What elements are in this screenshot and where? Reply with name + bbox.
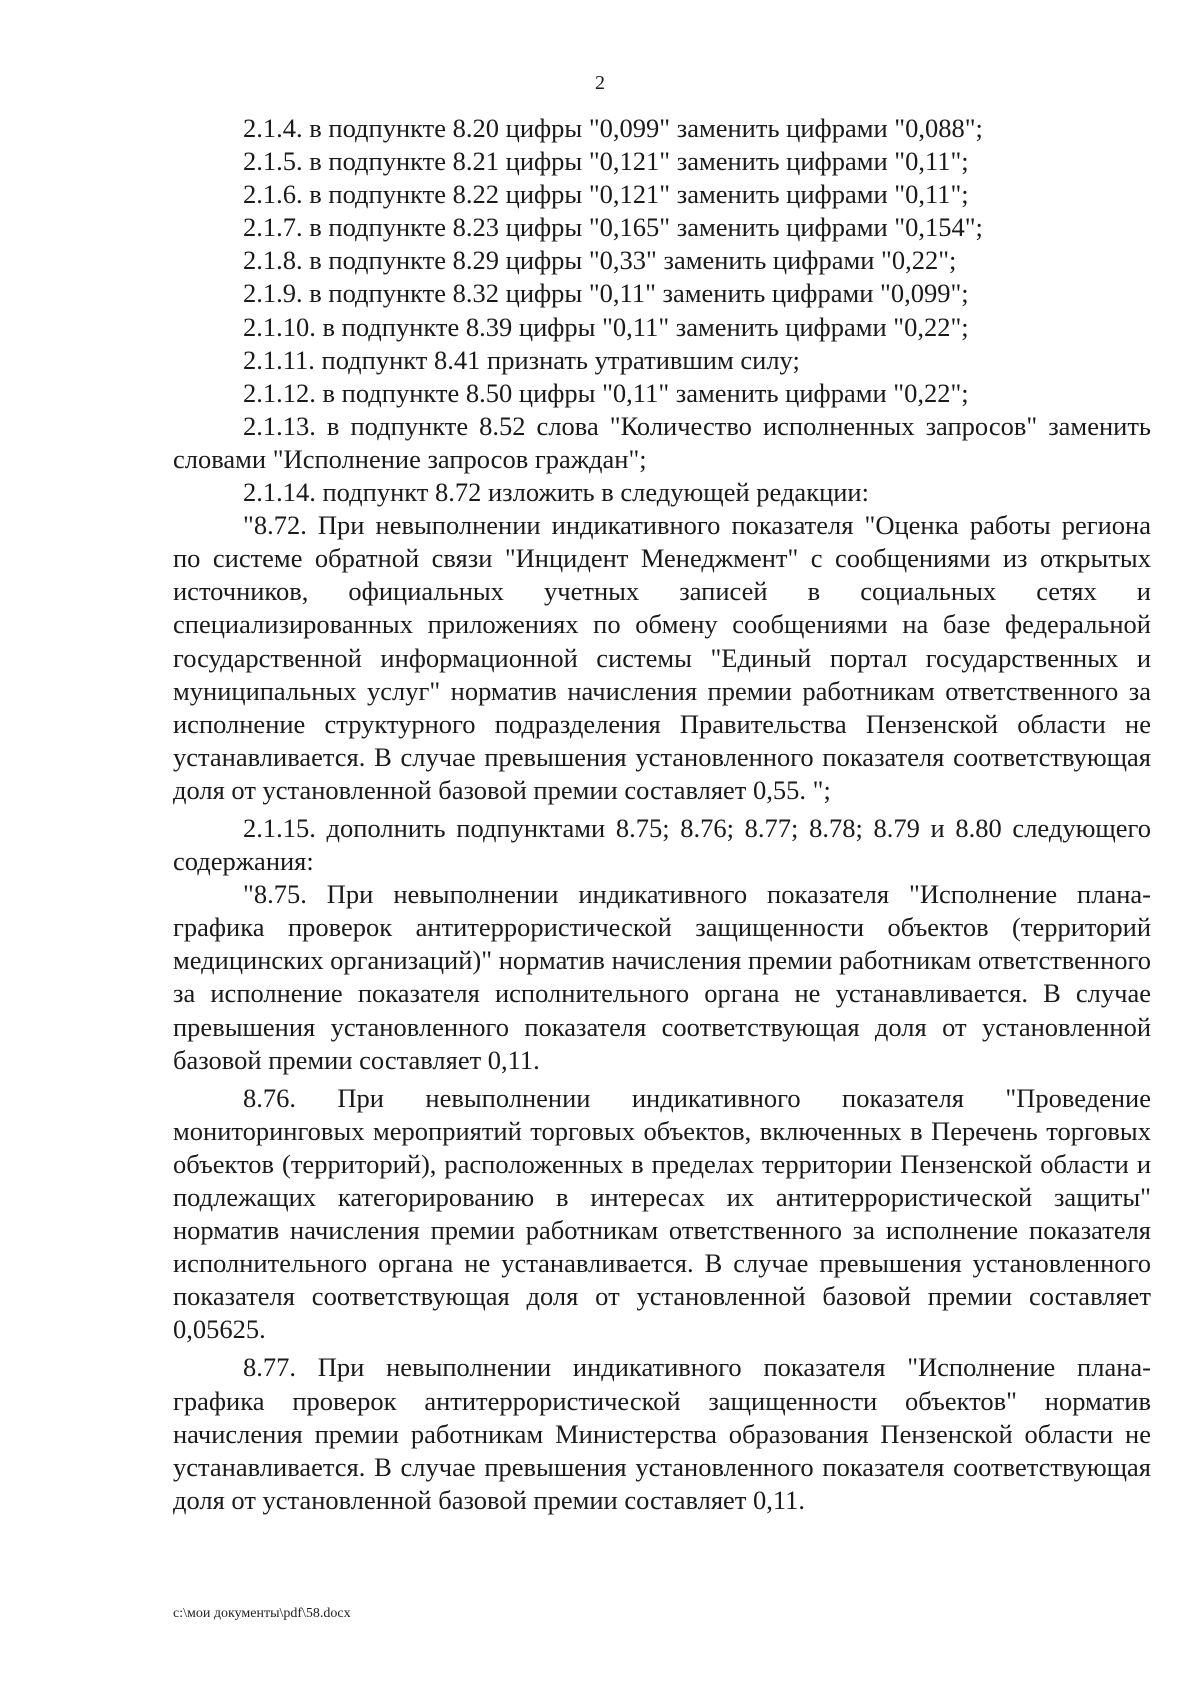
paragraph-2-1-11: 2.1.11. подпункт 8.41 признать утратившим силу;	[243, 344, 800, 375]
paragraph-2-1-8: 2.1.8. в подпункте 8.29 цифры "0,33" заменить цифрами "0,22";	[243, 245, 957, 276]
paragraph-8-77: 8.77. При невыполнении индикативного показателя "Исполнение плана-графика проверок антитеррористической защищенности объектов" норматив начисления премии работникам Министерства образования Пензенской области не устанавливается. В случае превышения установленного показателя соответствующая доля от установленной базовой премии составляет 0,11.	[173, 1352, 1151, 1515]
paragraph-2-1-6: 2.1.6. в подпункте 8.22 цифры "0,121" заменить цифрами "0,11";	[243, 179, 969, 210]
paragraph-8-76: 8.76. При невыполнении индикативного показателя "Проведение мониторинговых мероприятий торговых объектов, включенных в Перечень торговых объектов (территорий), расположенных в пределах территории Пензенской области и подлежащих категорированию в интересах их антитеррористической защиты" норматив начисления премии работникам ответственного за исполнение показателя исполнительного органа не устанавливается. В случае превышения установленного показателя соответствующая доля от установленной базовой премии составляет 0,05625.	[173, 1082, 1151, 1345]
paragraph-8-72: "8.72. При невыполнении индикативного показателя "Оценка работы региона по системе обратной связи "Инцидент Менеджмент" с сообщениями из открытых источников, официальных учетных записей в социальных сетях и специализированных приложениях по обмену сообщениями на базе федеральной государственной информационной системы "Единый портал государственных и муниципальных услуг" норматив начисления премии работникам ответственного за исполнение структурного подразделения Правительства Пензенской области не устанавливается. В случае превышения установленного показателя соответствующая доля от установленной базовой премии составляет 0,55. ";	[173, 510, 1151, 805]
paragraph-2-1-12: 2.1.12. в подпункте 8.50 цифры "0,11" заменить цифрами "0,22";	[243, 377, 969, 408]
paragraph-2-1-7: 2.1.7. в подпункте 8.23 цифры "0,165" заменить цифрами "0,154";	[243, 212, 983, 243]
paragraph-2-1-14: 2.1.14. подпункт 8.72 изложить в следующей редакции:	[243, 477, 869, 508]
paragraph-2-1-10: 2.1.10. в подпункте 8.39 цифры "0,11" заменить цифрами "0,22";	[243, 311, 969, 342]
document-body	[173, 112, 1151, 1517]
page-number: 2	[595, 72, 605, 94]
paragraph-2-1-5: 2.1.5. в подпункте 8.21 цифры "0,121" заменить цифрами "0,11";	[243, 146, 969, 177]
paragraph-2-1-4: 2.1.4. в подпункте 8.20 цифры "0,099" заменить цифрами "0,088";	[243, 113, 983, 143]
paragraph-2-1-9: 2.1.9. в подпункте 8.32 цифры "0,11" заменить цифрами "0,099";	[243, 278, 969, 309]
paragraph-2-1-15: 2.1.15. дополнить подпунктами 8.75; 8.76; 8.77; 8.78; 8.79 и 8.80 следующего содержания:	[173, 812, 1151, 877]
paragraph-8-75: "8.75. При невыполнении индикативного показателя "Исполнение плана-графика проверок антитеррористической защищенности объектов (территорий медицинских организаций)" норматив начисления премии работникам ответственного за исполнение показателя исполнительного органа не устанавливается. В случае превышения установленного показателя соответствующая доля от установленной базовой премии составляет 0,11.	[173, 879, 1151, 1075]
paragraph-2-1-13: 2.1.13. в подпункте 8.52 слова "Количество исполненных запросов" заменить словами "Исполнение запросов граждан";	[173, 410, 1151, 474]
footer-file-path: c:\мои документы\pdf\58.docx	[173, 1606, 351, 1621]
